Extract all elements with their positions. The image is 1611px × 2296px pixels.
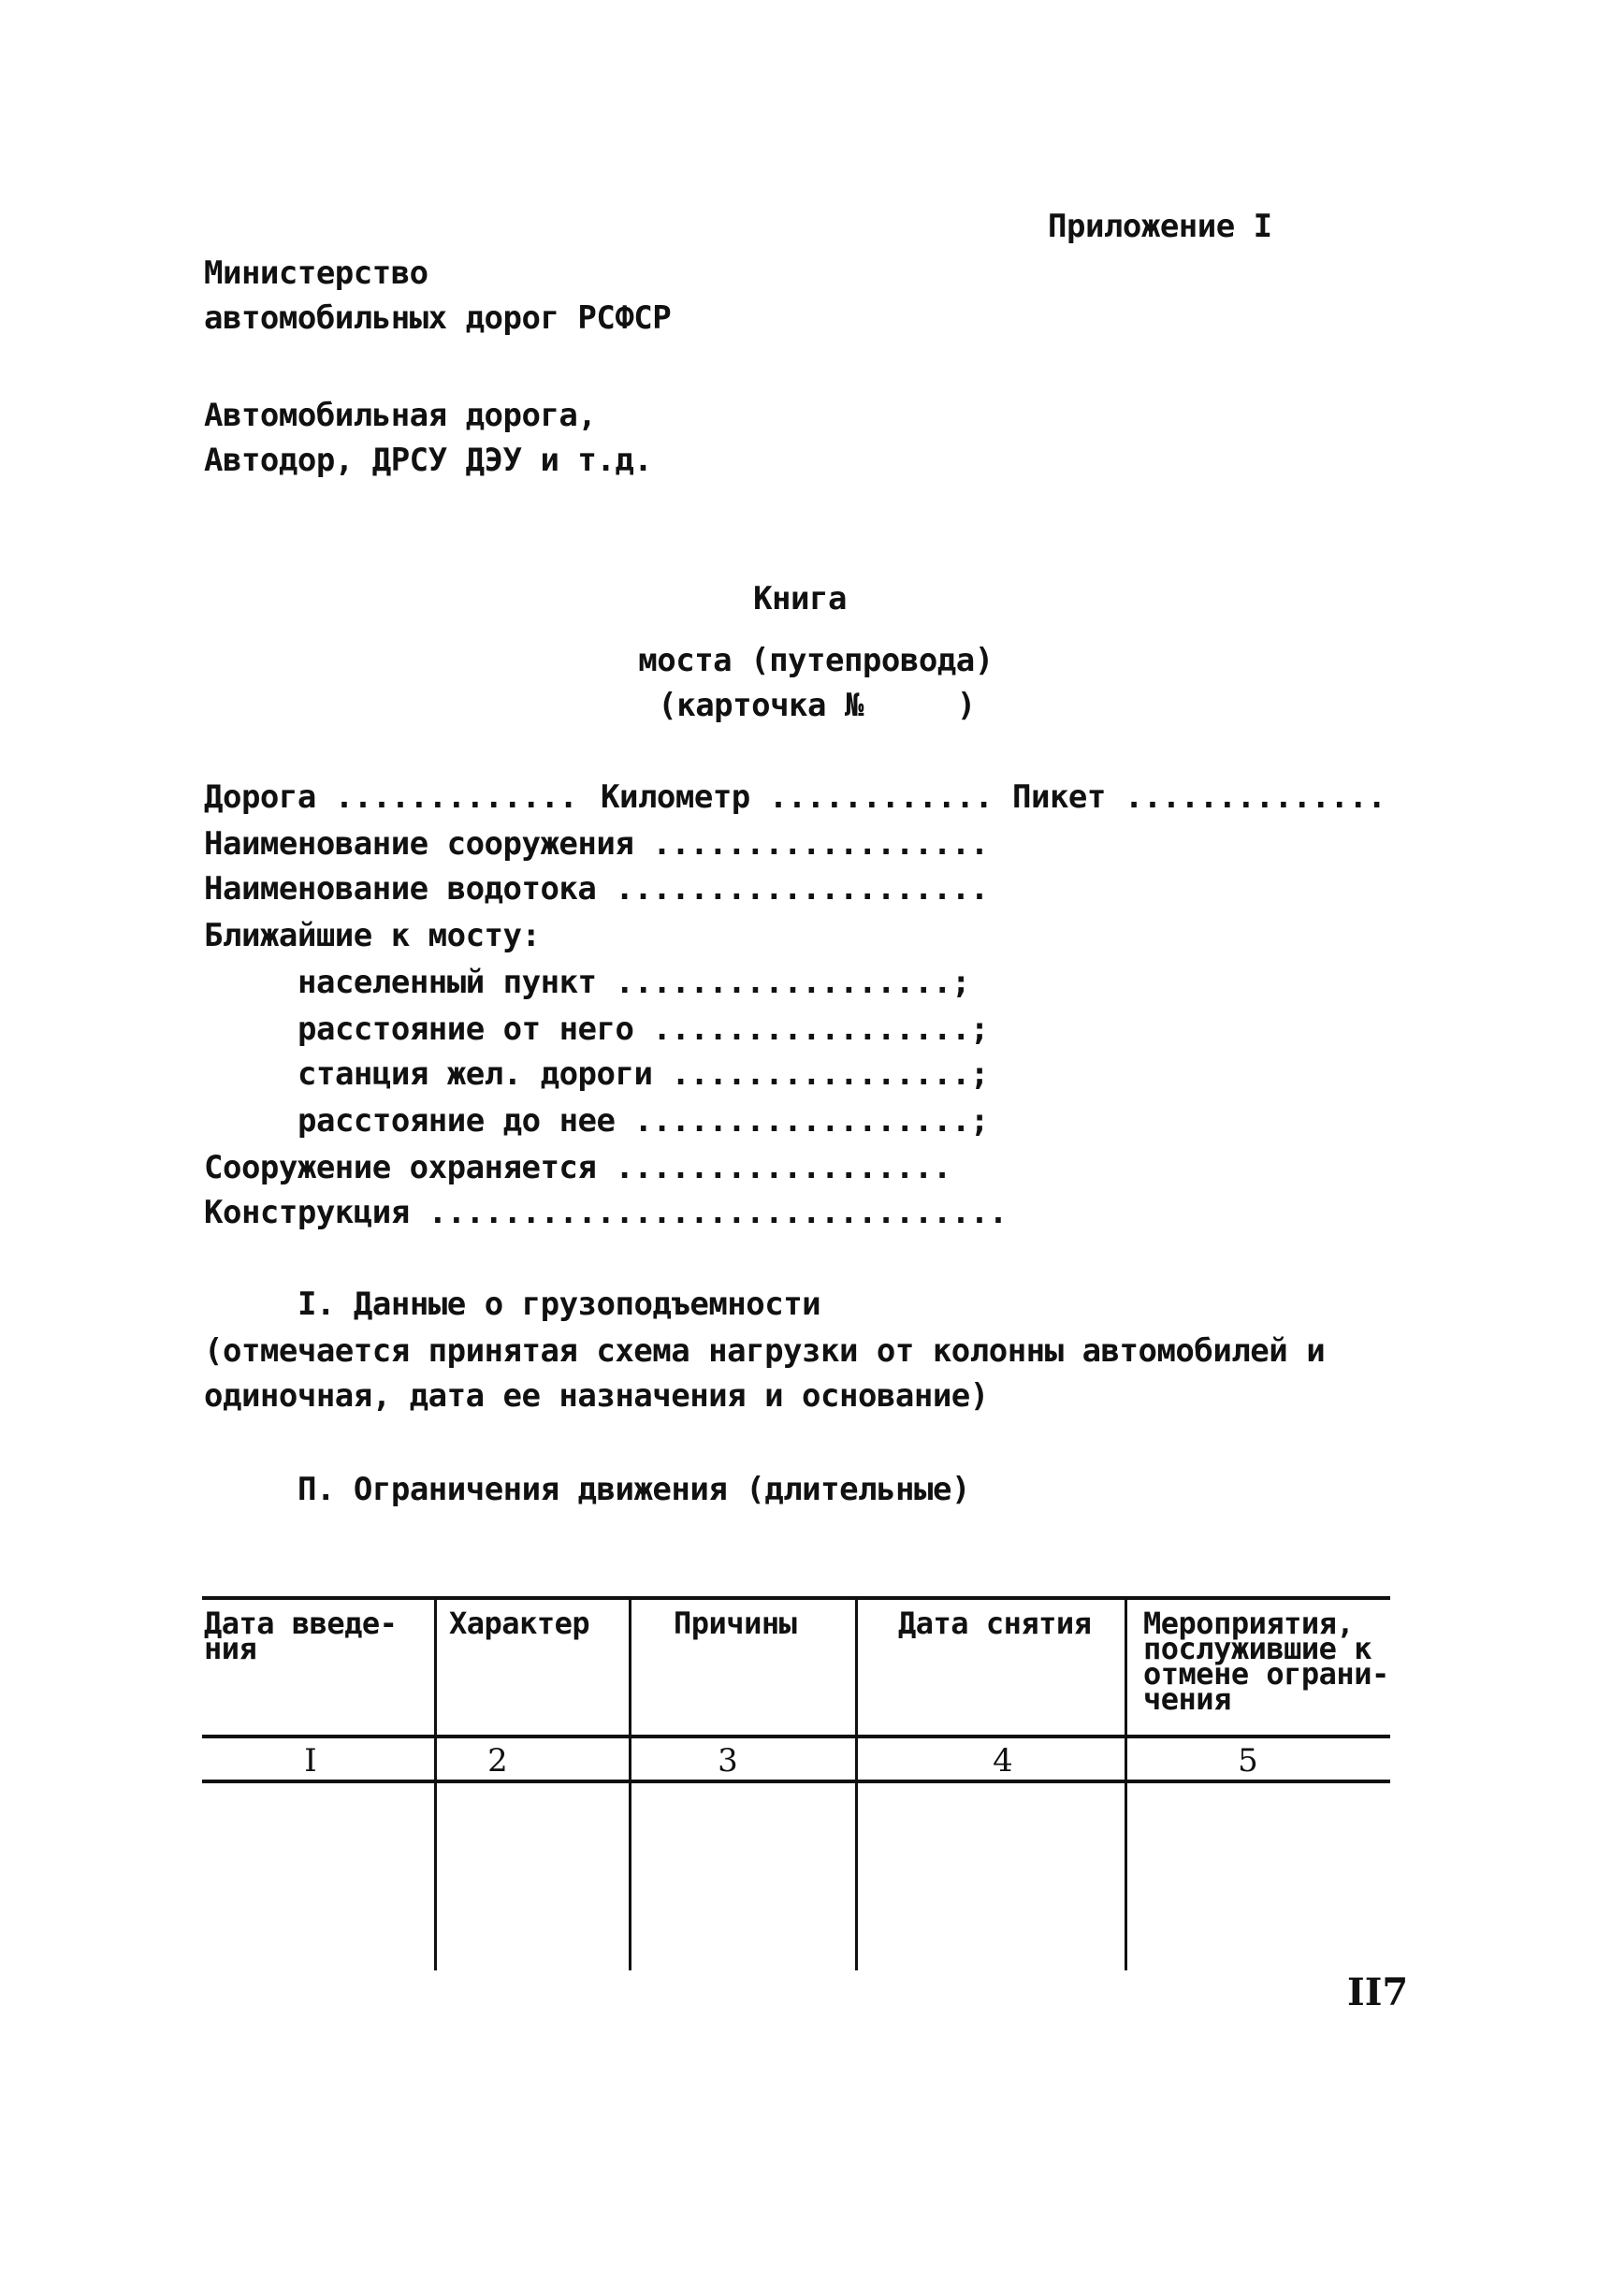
section2-heading: П. Ограничения движения (длительные) xyxy=(298,1471,970,1508)
field-structure-name: Наименование сооружения .................. xyxy=(204,825,989,863)
table-header-character: Характер xyxy=(449,1606,590,1641)
field-construction: Конструкция ............................... xyxy=(204,1194,1008,1231)
field-road: Дорога ............. xyxy=(204,778,578,816)
section1-note-line1: (отмечается принятая схема нагрузки от колонны автомобилей и xyxy=(204,1332,1326,1370)
table-number-rule xyxy=(202,1780,1390,1783)
table-col-number: I xyxy=(304,1742,317,1780)
title-book: Книга xyxy=(753,580,847,618)
table-col-number: 3 xyxy=(718,1742,738,1780)
table-col-divider xyxy=(434,1598,437,1970)
field-kilometer: Километр ............ xyxy=(601,778,994,816)
table-header-reasons: Причины xyxy=(674,1606,797,1641)
org-line1: Автомобильная дорога, xyxy=(204,397,597,434)
ministry-line1: Министерство xyxy=(204,254,428,292)
table-top-rule xyxy=(202,1596,1390,1600)
org-line2: Автодор, ДРСУ ДЭУ и т.д. xyxy=(204,442,653,479)
title-bridge: моста (путепровода) xyxy=(638,642,994,679)
field-guarded: Сооружение охраняется .................. xyxy=(204,1149,951,1186)
table-col-divider xyxy=(1125,1598,1127,1970)
field-distance-to: расстояние до нее ..................; xyxy=(298,1102,989,1140)
table-col-number: 2 xyxy=(487,1742,508,1780)
field-settlement: населенный пункт ..................; xyxy=(298,964,970,1001)
ministry-line2: автомобильных дорог РСФСР xyxy=(204,299,672,337)
table-header-date-introduced: Дата введе- ния xyxy=(204,1606,398,1666)
title-card: (карточка № ) xyxy=(658,687,976,724)
field-distance-from: расстояние от него .................; xyxy=(298,1010,989,1048)
appendix-label: Приложение I xyxy=(1048,208,1272,245)
table-col-divider xyxy=(629,1598,631,1970)
table-header-measures: Мероприятия, послужившие к отмене ограни- чения xyxy=(1143,1606,1389,1717)
table-col-divider xyxy=(855,1598,858,1970)
page-number: II7 xyxy=(1347,1970,1409,2014)
field-picket: Пикет .............. xyxy=(1012,778,1386,816)
field-railway-station: станция жел. дороги ................; xyxy=(298,1055,989,1093)
table-header-date-removed: Дата снятия xyxy=(898,1606,1092,1641)
table-col-number: 4 xyxy=(993,1742,1013,1780)
section1-heading: I. Данные о грузоподъемности xyxy=(298,1286,821,1323)
field-watercourse-name: Наименование водотока .................... xyxy=(204,870,989,908)
table-col-number: 5 xyxy=(1238,1742,1258,1780)
section1-note-line2: одиночная, дата ее назначения и основание) xyxy=(204,1377,989,1415)
field-nearest: Ближайшие к мосту: xyxy=(204,917,541,954)
table-header-rule xyxy=(202,1735,1390,1738)
